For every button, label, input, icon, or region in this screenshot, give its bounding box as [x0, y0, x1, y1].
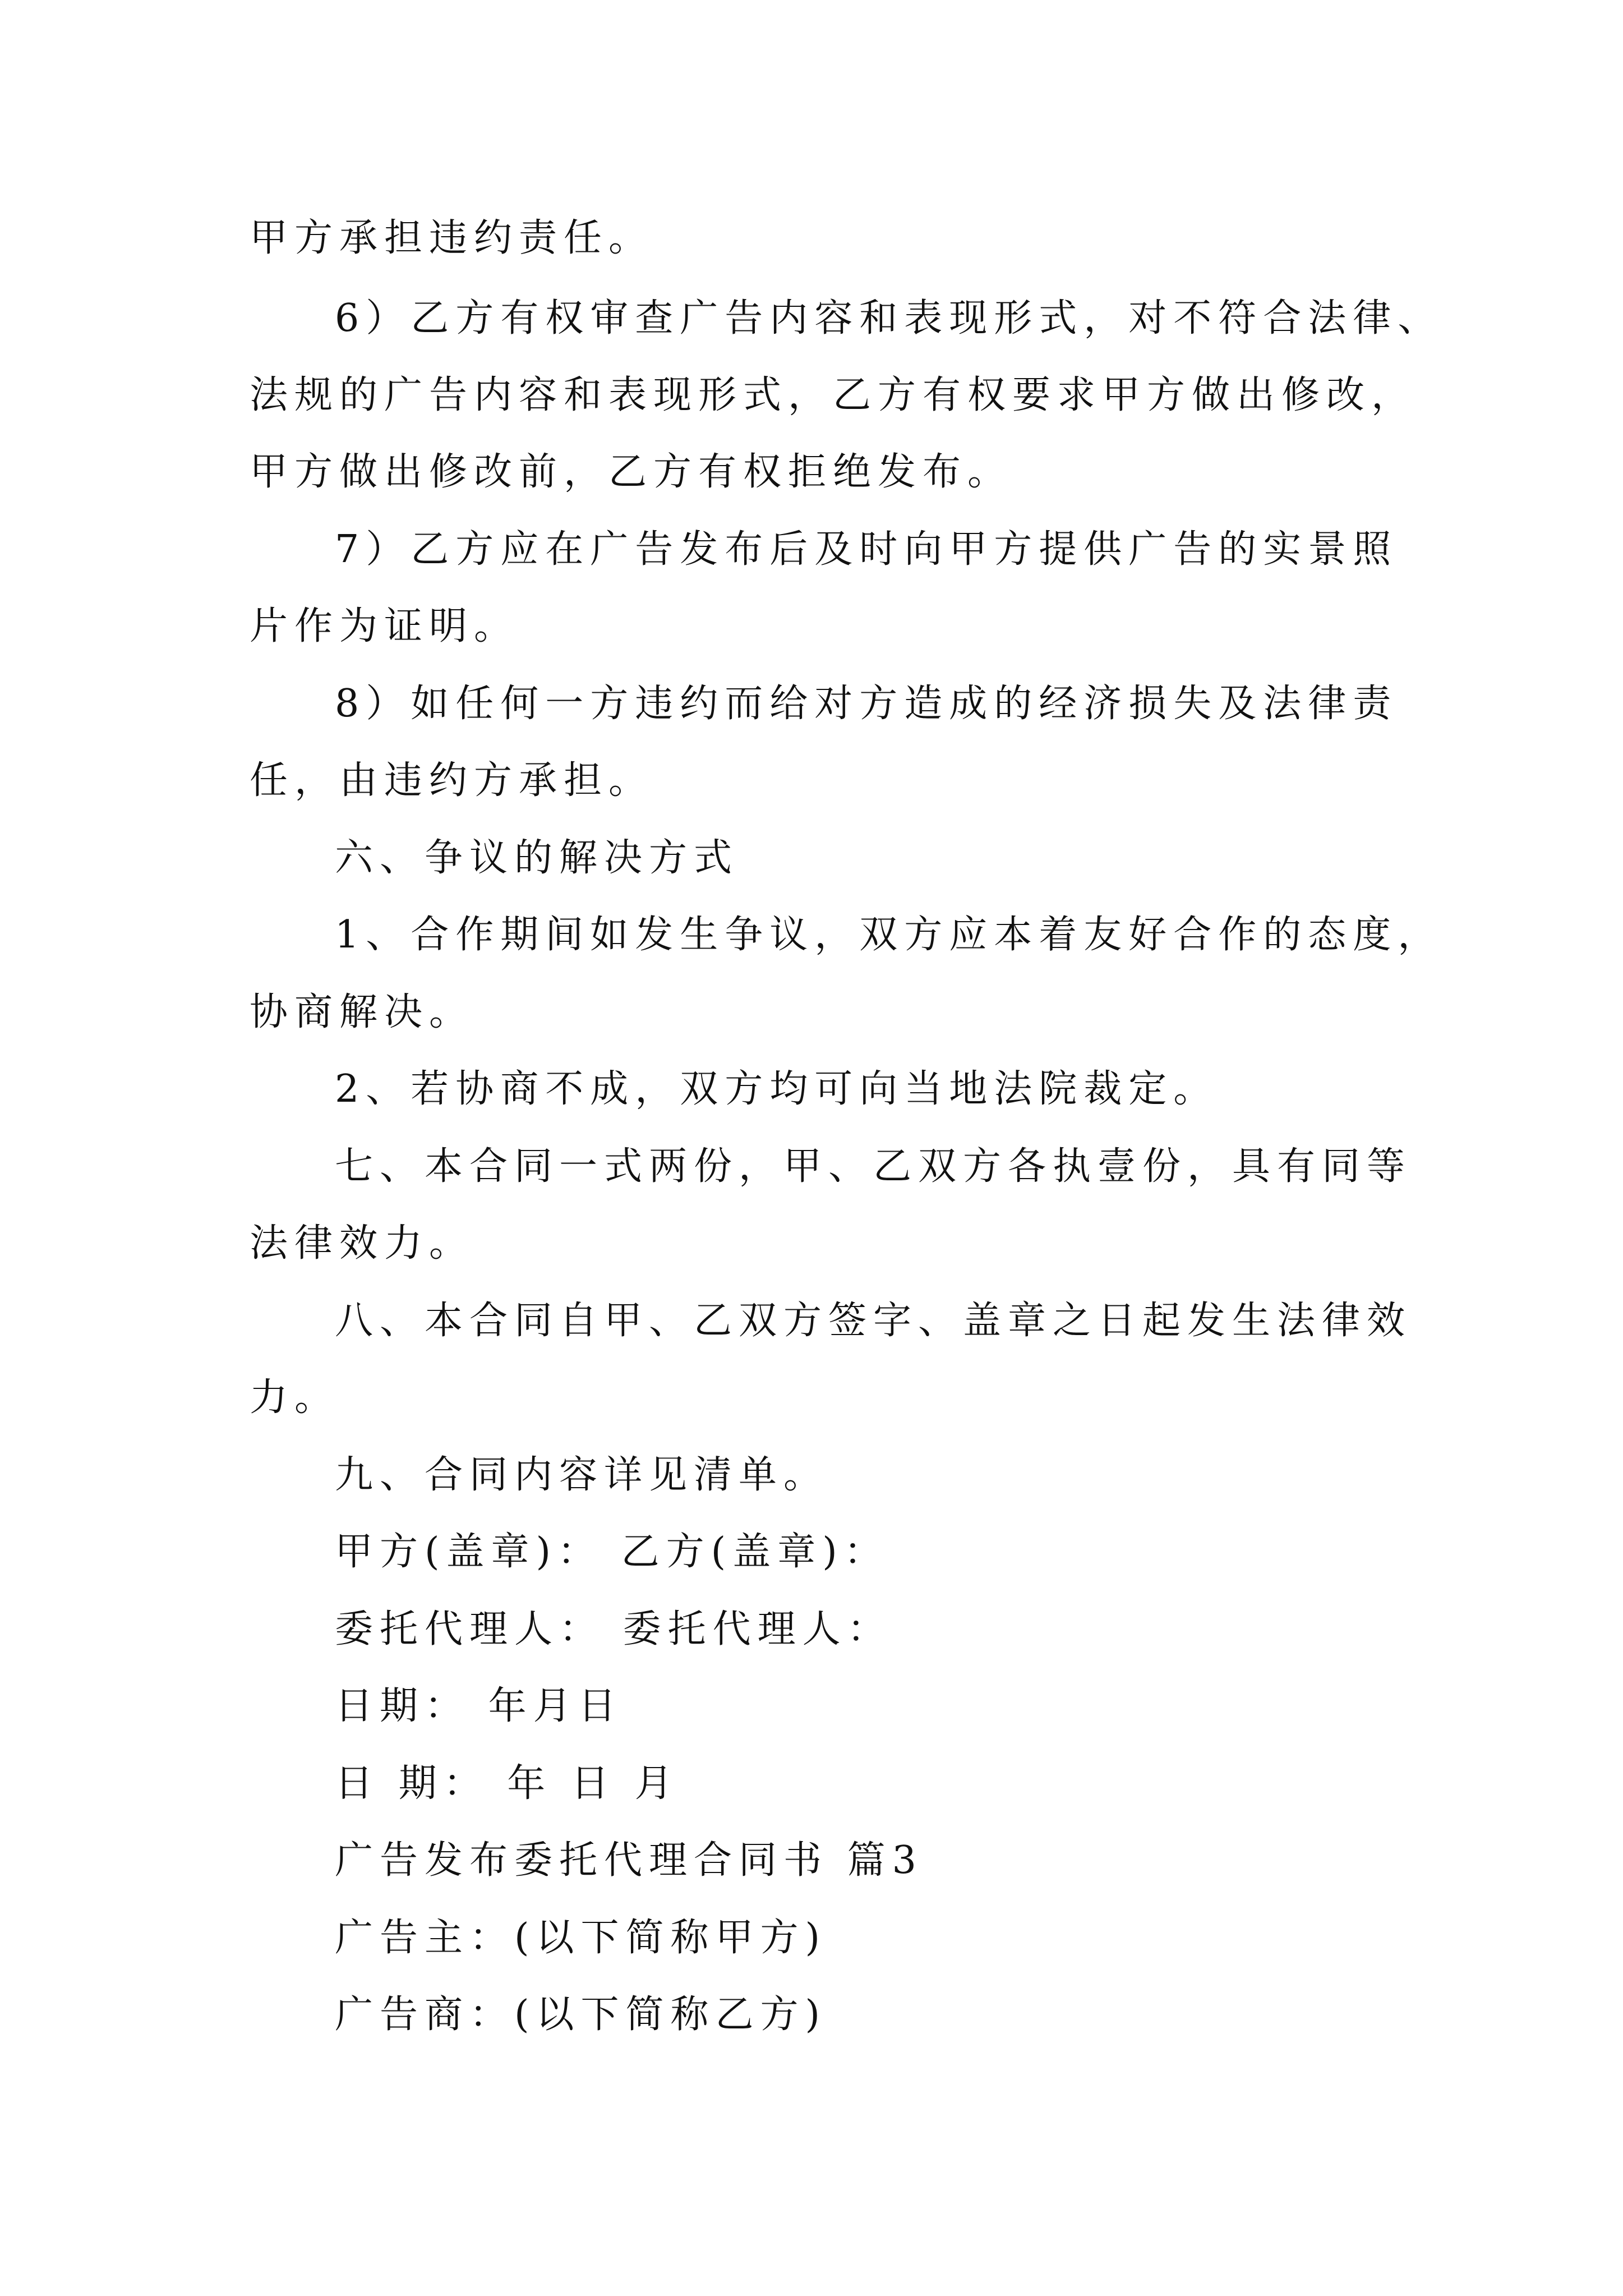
text-line: 6）乙方有权审查广告内容和表现形式，对不符合法律、: [335, 296, 1443, 341]
text-line: 甲方承担违约责任。: [250, 216, 654, 260]
text-line: 广告主：(以下简称甲方): [335, 1916, 827, 1960]
text-line: 任，由违约方承担。: [250, 758, 654, 803]
signature-line: 委托代理人： 委托代理人：: [335, 1607, 892, 1651]
text-line: 甲方做出修改前，乙方有权拒绝发布。: [250, 450, 1013, 494]
text-line: 法律效力。: [250, 1221, 474, 1266]
text-line: 片作为证明。: [250, 604, 519, 648]
date-line: 日 期： 年 日 月: [335, 1761, 680, 1806]
text-line: 1、合作期间如发生争议，双方应本着友好合作的态度，: [335, 913, 1443, 957]
section-heading: 六、争议的解决方式: [335, 836, 739, 880]
text-line: 力。: [250, 1375, 340, 1420]
text-line: 7）乙方应在广告发布后及时向甲方提供广告的实景照: [335, 527, 1398, 572]
section-title: 广告发布委托代理合同书 篇3: [335, 1838, 923, 1883]
text-line: 8）如任何一方违约而给对方造成的经济损失及法律责: [335, 682, 1398, 726]
date-line: 日期： 年月日: [335, 1684, 623, 1728]
text-line: 协商解决。: [250, 990, 474, 1034]
text-line: 九、合同内容详见清单。: [335, 1453, 829, 1497]
text-line: 七、本合同一式两份，甲、乙双方各执壹份，具有同等: [335, 1144, 1412, 1189]
text-line: 八、本合同自甲、乙双方签字、盖章之日起发生法律效: [335, 1299, 1412, 1343]
text-line: 广告商：(以下简称乙方): [335, 1993, 827, 2037]
text-line: 2、若协商不成，双方均可向当地法院裁定。: [335, 1067, 1219, 1111]
text-line: 法规的广告内容和表现形式，乙方有权要求甲方做出修改，: [250, 373, 1417, 417]
signature-line: 甲方(盖章)： 乙方(盖章)：: [335, 1530, 889, 1574]
